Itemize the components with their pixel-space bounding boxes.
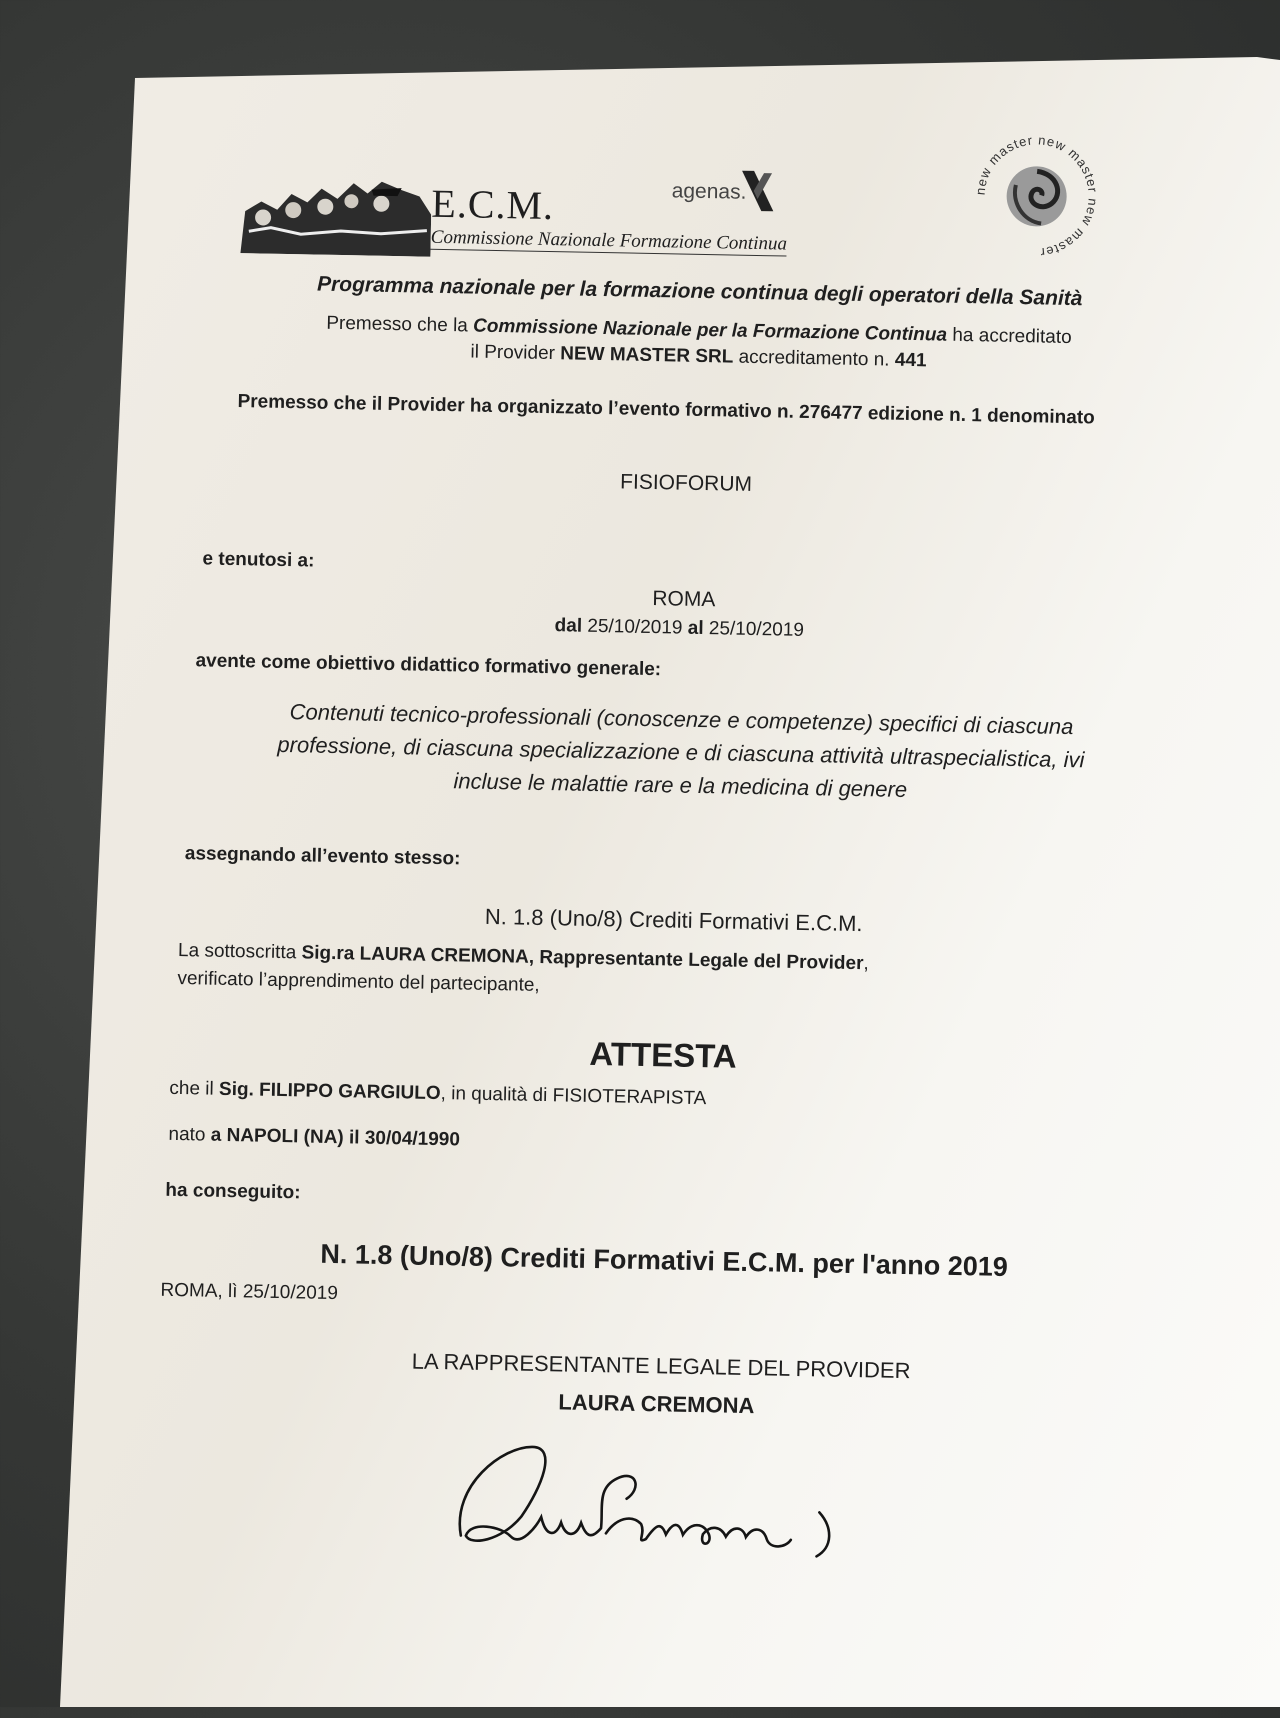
agenas-text: agenas. [671, 179, 747, 204]
intro-line-1: Premesso che la Commissione Nazionale per la Formazione Continua ha accreditato [326, 312, 1072, 349]
objective-line-1: Contenuti tecnico-professionali (conoscenze e competenze) specifici di ciascuna [289, 699, 1074, 740]
objective-line-3: incluse le malattie rare e la medicina di genere [453, 768, 908, 802]
event-name: FISIOFORUM [619, 470, 753, 496]
intro-line-3: Premesso che il Provider ha organizzato l’evento formativo n. 276477 edizione n. 1 denominato [237, 391, 1095, 429]
declaration-line-2: verificato l’apprendimento del partecipante, [177, 968, 540, 996]
event-city: ROMA [652, 587, 716, 612]
event-dates: dal 25/10/2019 al 25/10/2019 [554, 615, 805, 641]
event-credits: N. 1.8 (Uno/8) Crediti Formativi E.C.M. [484, 903, 863, 937]
birth-line: nato a NAPOLI (NA) il 30/04/1990 [168, 1123, 461, 1151]
objective-label: avente come obiettivo didattico formativo generale: [195, 650, 662, 681]
program-title: Programma nazionale per la formazione continua degli operatori della Sanità [316, 272, 1083, 311]
svg-text:new master new master new mast: new master new master new master [972, 132, 1101, 261]
ecm-engraving-logo [240, 171, 432, 257]
participant-line: che il Sig. FILIPPO GARGIULO, in qualità di FISIOTERAPISTA [169, 1077, 707, 1110]
objective-line-2: professione, di ciascuna specializzazione e di ciascuna attività ultraspecialistica, ivi [277, 731, 1085, 773]
place-date: ROMA, lì 25/10/2019 [160, 1279, 339, 1305]
assign-label: assegnando all’evento stesso: [184, 843, 461, 870]
declaration-line-1: La sottoscritta Sig.ra LAURA CREMONA, Rappresentante Legale del Provider, [177, 940, 869, 975]
attesta-heading: ATTESTA [589, 1034, 738, 1075]
held-at-label: e tenutosi a: [202, 548, 315, 572]
ecm-subtitle: Commissione Nazionale Formazione Continua [430, 226, 788, 255]
agenas-logo-icon [739, 169, 776, 214]
signer-name: LAURA CREMONA [558, 1389, 755, 1419]
intro-line-2: il Provider NEW MASTER SRL accreditamento n. 441 [470, 341, 927, 372]
ecm-title: E.C.M. [430, 180, 555, 229]
final-credits: N. 1.8 (Uno/8) Crediti Formativi E.C.M. per l'anno 2019 [320, 1238, 1009, 1282]
obtained-label: ha conseguito: [165, 1179, 301, 1204]
new-master-logo [970, 130, 1102, 262]
handwritten-signature [440, 1425, 873, 1583]
signer-role: LA RAPPRESENTANTE LEGALE DEL PROVIDER [411, 1348, 911, 1384]
